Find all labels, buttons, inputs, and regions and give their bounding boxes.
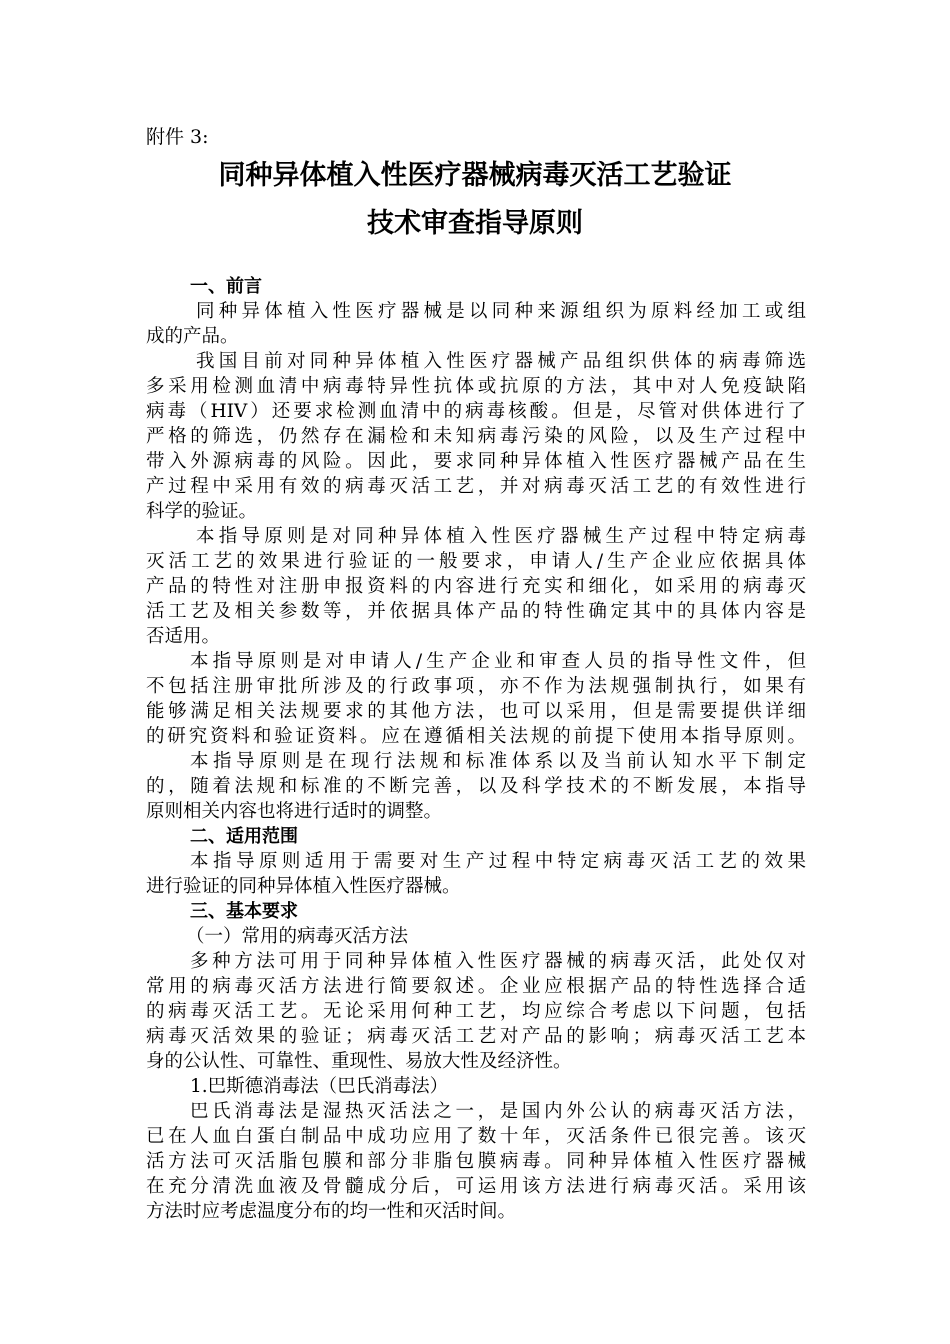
paragraph-line: 产品的特性对注册申报资料的内容进行充实和细化，如采用的病毒灭 [146,576,806,597]
paragraph-line: 原则相关内容也将进行适时的调整。 [146,801,443,822]
paragraph-line: 常用的病毒灭活方法进行简要叙述。企业应根据产品的特性选择合适 [146,976,806,997]
paragraph-line: 活方法可灭活脂包膜和部分非脂包膜病毒。同种异体植入性医疗器械 [146,1151,806,1172]
paragraph-line: 多采用检测血清中病毒特异性抗体或抗原的方法，其中对人免疫缺陷 [146,376,806,397]
section-heading-preface: 一、前言 [190,276,262,297]
paragraph-line: 带入外源病毒的风险。因此，要求同种异体植入性医疗器械产品在生 [146,451,806,472]
paragraph-line: 进行验证的同种异体植入性医疗器械。 [146,876,461,897]
paragraph-line: 身的公认性、可靠性、重现性、易放大性及经济性。 [146,1051,572,1072]
paragraph-line: 病毒（HIV）还要求检测血清中的病毒核酸。但是，尽管对供体进行了 [146,401,806,422]
paragraph-line: 已在人血白蛋白制品中成功应用了数十年，灭活条件已很完善。该灭 [146,1126,806,1147]
paragraph-line: 科学的验证。 [146,501,258,522]
paragraph-line: 本指导原则是对同种异体植入性医疗器械生产过程中特定病毒 [196,526,806,547]
document-body [146,274,806,1224]
paragraph-line: 我国目前对同种异体植入性医疗器械产品组织供体的病毒筛选 [196,351,806,372]
paragraph-line: 多种方法可用于同种异体植入性医疗器械的病毒灭活，此处仅对 [190,951,806,972]
paragraph-line: 否适用。 [146,626,221,647]
paragraph-line: 成的产品。 [146,326,239,347]
paragraph-line: 本指导原则适用于需要对生产过程中特定病毒灭活工艺的效果 [190,851,806,872]
paragraph-line: 病毒灭活效果的验证；病毒灭活工艺对产品的影响；病毒灭活工艺本 [146,1026,806,1047]
paragraph-line: 灭活工艺的效果进行验证的一般要求，申请人/生产企业应依据具体 [146,551,806,572]
paragraph-line: 本指导原则是对申请人/生产企业和审查人员的指导性文件，但 [190,651,806,672]
paragraph-line: 的研究资料和验证资料。应在遵循相关法规的前提下使用本指导原则。 [146,726,806,747]
paragraph-line: 能够满足相关法规要求的其他方法，也可以采用，但是需要提供详细 [146,701,806,722]
section-heading-scope: 二、适用范围 [190,826,298,847]
document-title-line-1: 同种异体植入性医疗器械病毒灭活工艺验证 [218,160,732,191]
document-title-line-2: 技术审查指导原则 [367,208,583,239]
paragraph-line: 本指导原则是在现行法规和标准体系以及当前认知水平下制定 [190,751,806,772]
item-heading: 1.巴斯德消毒法（巴氏消毒法） [190,1076,449,1097]
attachment-label: 附件 3: [146,126,209,148]
paragraph-line: 同种异体植入性医疗器械是以同种来源组织为原料经加工或组 [196,301,806,322]
paragraph-line: 活工艺及相关参数等，并依据具体产品的特性确定其中的具体内容是 [146,601,806,622]
paragraph-line: 的病毒灭活工艺。无论采用何种工艺，均应综合考虑以下问题，包括 [146,1001,806,1022]
paragraph-line: 巴氏消毒法是湿热灭活法之一，是国内外公认的病毒灭活方法， [190,1101,806,1122]
section-heading-basic-requirements: 三、基本要求 [190,901,298,922]
paragraph-line: 产过程中采用有效的病毒灭活工艺，并对病毒灭活工艺的有效性进行 [146,476,806,497]
paragraph-line: 严格的筛选，仍然存在漏检和未知病毒污染的风险，以及生产过程中 [146,426,806,447]
subsection-heading: （一）常用的病毒灭活方法 [186,926,409,947]
paragraph-line: 不包括注册审批所涉及的行政事项，亦不作为法规强制执行，如果有 [146,676,806,697]
paragraph-line: 的，随着法规和标准的不断完善，以及科学技术的不断发展，本指导 [146,776,806,797]
paragraph-line: 在充分清洗血液及骨髓成分后，可运用该方法进行病毒灭活。采用该 [146,1176,806,1197]
paragraph-line: 方法时应考虑温度分布的均一性和灭活时间。 [146,1201,517,1222]
